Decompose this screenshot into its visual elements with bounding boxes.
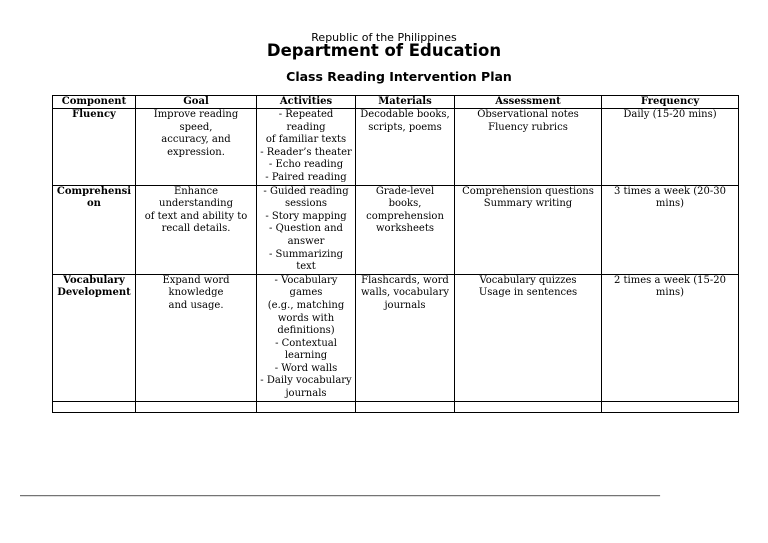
cell-line: (e.g., matching	[267, 299, 345, 311]
cell-line: answer	[287, 235, 325, 247]
plan-title: Class Reading Intervention Plan	[286, 69, 512, 84]
column-header-activities: Activities	[257, 96, 356, 109]
cell-assessment	[455, 109, 602, 186]
department-heading: Department of Education	[266, 41, 502, 60]
column-header-component: Component	[53, 96, 136, 109]
cell-line: - Vocabulary games	[274, 274, 338, 299]
cell-line: of familiar texts	[265, 134, 347, 146]
cell-line: Enhance understanding	[159, 185, 233, 210]
footer-rule: ________________________________________________________________________________________________________________________________	[20, 486, 660, 497]
cell-line: journals	[384, 299, 426, 311]
empty-cell	[356, 401, 455, 412]
cell-line: Grade-level books,	[375, 185, 435, 210]
cell-activities	[257, 109, 356, 186]
cell-activities	[257, 185, 356, 274]
cell-line: Usage in sentences	[478, 287, 578, 299]
empty-table-row	[53, 401, 739, 412]
table-row	[53, 274, 739, 401]
empty-cell	[53, 401, 136, 412]
cell-frequency	[602, 185, 739, 274]
cell-line: Expand word knowledge	[162, 274, 230, 299]
cell-line: - Story mapping	[265, 210, 347, 222]
cell-line: Fluency rubrics	[488, 121, 568, 133]
cell-materials	[356, 274, 455, 401]
cell-line: recall details.	[161, 223, 231, 235]
cell-line: - Guided reading	[263, 185, 349, 197]
cell-line: Vocabulary quizzes	[479, 274, 577, 286]
cell-line: and usage.	[168, 299, 224, 311]
cell-goal	[136, 185, 257, 274]
cell-line: of text and ability to	[144, 210, 248, 222]
cell-line: - Question and	[269, 223, 343, 235]
cell-frequency	[602, 109, 739, 186]
intervention-plan-table	[52, 95, 739, 413]
cell-component	[53, 185, 136, 274]
cell-component	[53, 274, 136, 401]
cell-activities	[257, 274, 356, 401]
empty-cell	[136, 401, 257, 412]
cell-line: - Contextual	[275, 337, 337, 349]
republic-heading: Republic of the Philippines	[311, 31, 457, 44]
cell-line: Flashcards, word	[361, 274, 449, 286]
cell-line: walls, vocabulary	[360, 287, 450, 299]
cell-materials	[356, 109, 455, 186]
cell-frequency	[602, 274, 739, 401]
cell-line: definitions)	[277, 325, 335, 337]
cell-component	[53, 109, 136, 186]
cell-line: accuracy, and	[161, 134, 231, 146]
cell-line: worksheets	[376, 223, 434, 235]
cell-line: Observational notes	[477, 109, 579, 120]
cell-line: Summary writing	[483, 198, 573, 210]
cell-line: journals	[285, 388, 327, 400]
cell-line: comprehension	[366, 210, 444, 222]
cell-line: Vocabulary	[63, 274, 125, 286]
cell-line: - Word walls	[274, 362, 338, 374]
cell-line: - Daily vocabulary	[260, 375, 352, 387]
table-row	[53, 185, 739, 274]
cell-line: Fluency	[72, 109, 116, 120]
cell-goal	[136, 274, 257, 401]
cell-line: - Repeated reading	[278, 109, 334, 133]
cell-line: Daily (15-20 mins)	[623, 109, 717, 120]
column-header-goal: Goal	[136, 96, 257, 109]
column-header-frequency: Frequency	[602, 96, 739, 109]
column-header-materials: Materials	[356, 96, 455, 109]
cell-line: - Paired reading	[265, 171, 347, 183]
cell-line: - Echo reading	[268, 159, 344, 171]
cell-goal	[136, 109, 257, 186]
cell-line: - Summarizing text	[268, 248, 344, 273]
table-row	[53, 109, 739, 186]
cell-line: Comprehension questions	[462, 185, 594, 197]
cell-line: words with	[277, 312, 335, 324]
empty-cell	[602, 401, 739, 412]
cell-line: scripts, poems	[368, 121, 442, 133]
cell-line: sessions	[284, 198, 328, 210]
cell-line: 3 times a week (20-30 mins)	[614, 185, 726, 210]
empty-cell	[257, 401, 356, 412]
cell-line: Development	[57, 287, 131, 299]
cell-line: Improve reading speed,	[153, 109, 239, 133]
cell-line: Decodable books,	[360, 109, 450, 120]
cell-line: 2 times a week (15-20 mins)	[614, 274, 726, 299]
cell-line: learning	[284, 350, 328, 362]
cell-line: - Reader’s theater	[260, 146, 352, 158]
table-header-row	[53, 96, 739, 109]
cell-assessment	[455, 274, 602, 401]
column-header-assessment: Assessment	[455, 96, 602, 109]
cell-line: expression.	[167, 146, 225, 158]
cell-materials	[356, 185, 455, 274]
cell-line: Comprehension	[56, 185, 132, 210]
empty-cell	[455, 401, 602, 412]
cell-assessment	[455, 185, 602, 274]
